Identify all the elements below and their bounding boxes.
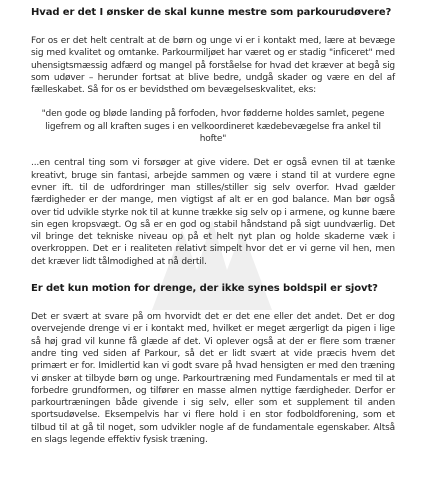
paragraph-3: Det er svært at svare på om hvorvidt det er det ene eller det andet. Det er dog overvejende drenge vi er i kontakt med, hvilket er meget ærgerligt da pigen i lige så høj grad vil kunne få glæde af det. Vi oplever også at der er flere som træner andre ting ved siden af Parkour, så det er lidt svært at vide præcis hvem det primært er for. Imidlertid kan vi godt svare på hvad hensigten er med den træning vi ønsker at tilbyde børn og unge. Parkourtræning med Fundamentals er med til at forbedre grundformen, og tilfører en masse almen nyttige færdigheder. Derfor er parkourtræningen både givende i sig selv, eller som et supplement til anden sportsudøvelse. Eksempelvis har vi flere hold i en stor fodboldforening, som et tilbud til at gå til noget, som udvikler nogle af de fundamentale egenskaber. Altså en slags legende effektiv fysisk træning. xyxy=(31,312,395,446)
paragraph-1: For os er det helt centralt at de børn og unge vi er i kontakt med, lære at bevæge sig med kvalitet og omtanke. Parkourmiljøet har været og er stadig "inficeret" med uhensigtsmæssig adfærd og mangel på forståelse for hvad det kræver at begå sig som udøver – herunder fortsat at blive bedre, undgå skader og være en del af fælleskabet. Så for os er bevidsthed om bevægelseskvalitet, eks: xyxy=(31,36,395,96)
quote-block: "den gode og bløde landing på forfoden, hvor fødderne holdes samlet, pegene ligefrem og all kraften suges i en velkoordineret kædebevægelse fra ankel til hofte" xyxy=(41,109,385,145)
section-heading-1: Hvad er det I ønsker de skal kunne mestre som parkourudøvere? xyxy=(31,7,392,18)
section-heading-2: Er det kun motion for drenge, der ikke synes boldspil er sjovt? xyxy=(31,283,378,295)
article-content xyxy=(31,6,395,446)
paragraph-2: ...en central ting som vi forsøger at give videre. Det er også evnen til at tænke kreativt, bruge sin fantasi, arbejde sammen og være i stand til at vurdere egne evner ift. til de udfordringer man stilles/stiller sig selv overfor. Hvad gælder færdigheder er der mange, men vigtigst af alt er en god balance. Man bør også over tid udvikle styrke nok til at kunne trække sig selv op i armene, og kunne bære sin egen kropsvægt. Og så er en god og stabil håndstand på sigt uundværlig. Det vil bringe det tekniske niveau op på et helt nyt plan og holde skaderne væk i overkroppen. Det er i realiteten relativt simpelt hvor det er vi gerne vil hen, men det kræver lidt tålmodighed at nå dertil. xyxy=(31,158,395,267)
